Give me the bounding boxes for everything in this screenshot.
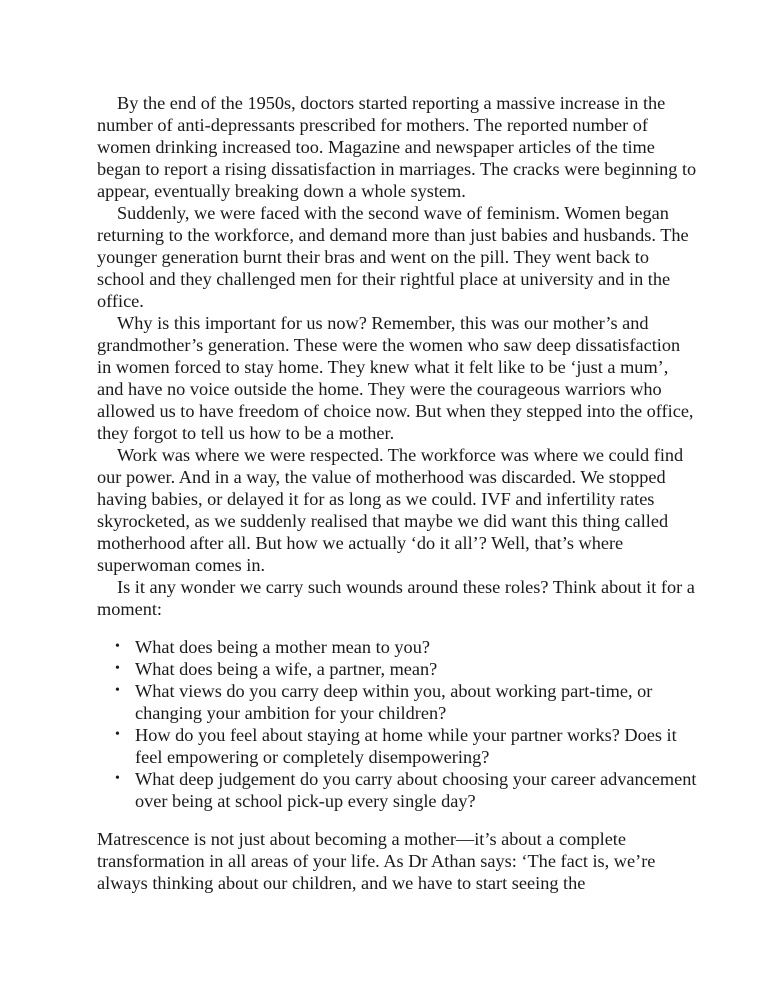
paragraph-workforce: Work was where we were respected. The workforce was where we could find our power. And in a way, the value of motherhood was discarded. We stopped having babies, or delayed it for as long as we could. IVF and infertility rates skyrocketed, as we suddenly realised that maybe we did want this thing called motherhood after all. But how we actually ‘do it all’? Well, that’s where superwoman comes in. — [97, 445, 684, 575]
bullet-icon: • — [115, 771, 120, 786]
list-item — [115, 768, 697, 812]
bullet-icon: • — [115, 683, 120, 698]
bullet-icon: • — [115, 639, 120, 654]
list-item — [115, 724, 697, 768]
list-item — [115, 680, 697, 724]
paragraph-matrescence: Matrescence is not just about becoming a mother—it’s about a complete transformation in all areas of your life. As Dr Athan says: ‘The fact is, we’re always thinking about our children, and we have to start seeing the — [97, 829, 656, 893]
paragraph-1950s: By the end of the 1950s, doctors started reporting a massive increase in the number of anti-depressants prescribed for mothers. The reported number of women drinking increased too. Magazine and newspaper articles of the time began to report a rising dissatisfaction in marriages. The cracks were beginning to appear, eventually breaking down a whole system. — [97, 93, 697, 201]
list-item-text: What does being a wife, a partner, mean? — [135, 659, 438, 679]
reflection-question-list — [97, 636, 697, 812]
list-item-text: What deep judgement do you carry about choosing your career advancement over being at school pick-up every single day? — [135, 769, 697, 811]
bullet-icon: • — [115, 727, 120, 742]
list-item — [115, 658, 697, 680]
list-item — [115, 636, 697, 658]
list-item-text: How do you feel about staying at home while your partner works? Does it feel empowering or completely disempowering? — [135, 725, 677, 767]
paragraph-second-wave-feminism: Suddenly, we were faced with the second wave of feminism. Women began returning to the workforce, and demand more than just babies and husbands. The younger generation burnt their bras and went on the pill. They went back to school and they challenged men for their rightful place at university and in the office. — [97, 203, 689, 311]
list-item-text: What views do you carry deep within you, about working part-time, or changing your ambition for your children? — [135, 681, 653, 723]
paragraph-wounds-question: Is it any wonder we carry such wounds around these roles? Think about it for a moment: — [97, 577, 695, 619]
page-body — [97, 92, 697, 894]
list-item-text: What does being a mother mean to you? — [135, 637, 430, 657]
bullet-icon: • — [115, 661, 120, 676]
paragraph-mothers-generation: Why is this important for us now? Remember, this was our mother’s and grandmother’s generation. These were the women who saw deep dissatisfaction in women forced to stay home. They knew what it felt like to be ‘just a mum’, and have no voice outside the home. They were the courageous warriors who allowed us to have freedom of choice now. But when they stepped into the office, they forgot to tell us how to be a mother. — [97, 313, 694, 443]
